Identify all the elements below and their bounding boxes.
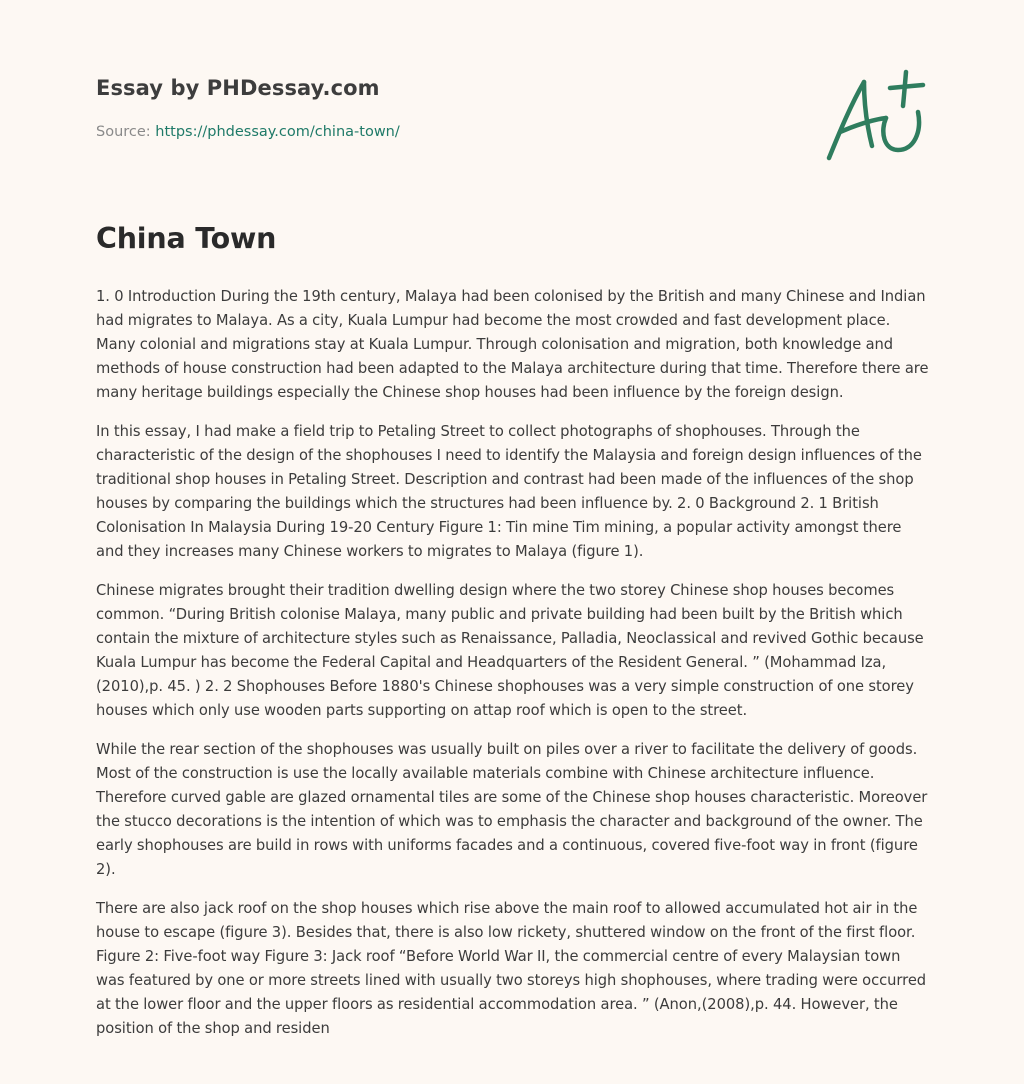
essay-paragraph: While the rear section of the shophouses was usually built on piles over a river to facilitate the delivery of goods. Most of the construction is use the locally available materials combine with Chinese architecture influence. Therefore curved gable are glazed ornamental tiles are some of the Chinese shop houses characteristic. Moreover the stucco decorations is the intention of which was to emphasis the character and background of the owner. The early shophouses are build in rows with uniforms facades and a continuous, covered five-foot way in front (figure 2). <box>96 741 928 878</box>
essay-title: China Town <box>96 222 277 255</box>
source-link[interactable]: https://phdessay.com/china-town/ <box>155 124 400 140</box>
essay-paragraph: There are also jack roof on the shop houses which rise above the main roof to allowed accumulated hot air in the house to escape (figure 3). Besides that, there is also low rickety, shuttered window on the front of the first floor. Figure 2: Five-foot way Figure 3: Jack roof “Before World War II, the commercial centre of every Malaysian town was featured by one or more streets lined with usually two storeys high shophouses, where trading were occurred at the lower floor and the upper floors as residential accommodation area. ” (Anon,(2008),p. 44. However, the position of the shop and residen <box>96 900 927 1037</box>
page-header <box>96 76 796 140</box>
site-brand: Essay by PHDessay.com <box>96 76 380 100</box>
a-plus-logo-icon <box>820 66 930 166</box>
source-label: Source: <box>96 124 151 140</box>
essay-paragraph: Chinese migrates brought their tradition dwelling design where the two storey Chinese shop houses becomes common. “During British colonise Malaya, many public and private building had been built by the British which contain the mixture of architecture styles such as Renaissance, Palladia, Neoclassical and revived Gothic because Kuala Lumpur has become the Federal Capital and Headquarters of the Resident General. ” (Mohammad Iza,(2010),p. 45. ) 2. 2 Shophouses Before 1880's Chinese shophouses was a very simple construction of one storey houses which only use wooden parts supporting on attap roof which is open to the street. <box>96 582 924 719</box>
source-line <box>96 124 400 140</box>
essay-paragraph: In this essay, I had make a field trip to Petaling Street to collect photographs of shophouses. Through the characteristic of the design of the shophouses I need to identify the Malaysia and foreign design influences of the traditional shop houses in Petaling Street. Description and contrast had been made of the influences of the shop houses by comparing the buildings which the structures had been influence by. 2. 0 Background 2. 1 British Colonisation In Malaysia During 19-20 Century Figure 1: Tin mine Tim mining, a popular activity amongst there and they increases many Chinese workers to migrates to Malaya (figure 1). <box>96 423 922 560</box>
essay-body <box>96 285 932 1056</box>
essay-paragraph: 1. 0 Introduction During the 19th century, Malaya had been colonised by the British and many Chinese and Indian had migrates to Malaya. As a city, Kuala Lumpur had become the most crowded and fast development place. Many colonial and migrations stay at Kuala Lumpur. Through colonisation and migration, both knowledge and methods of house construction had been adapted to the Malaya architecture during that time. Therefore there are many heritage buildings especially the Chinese shop houses had been influence by the foreign design. <box>96 288 929 401</box>
